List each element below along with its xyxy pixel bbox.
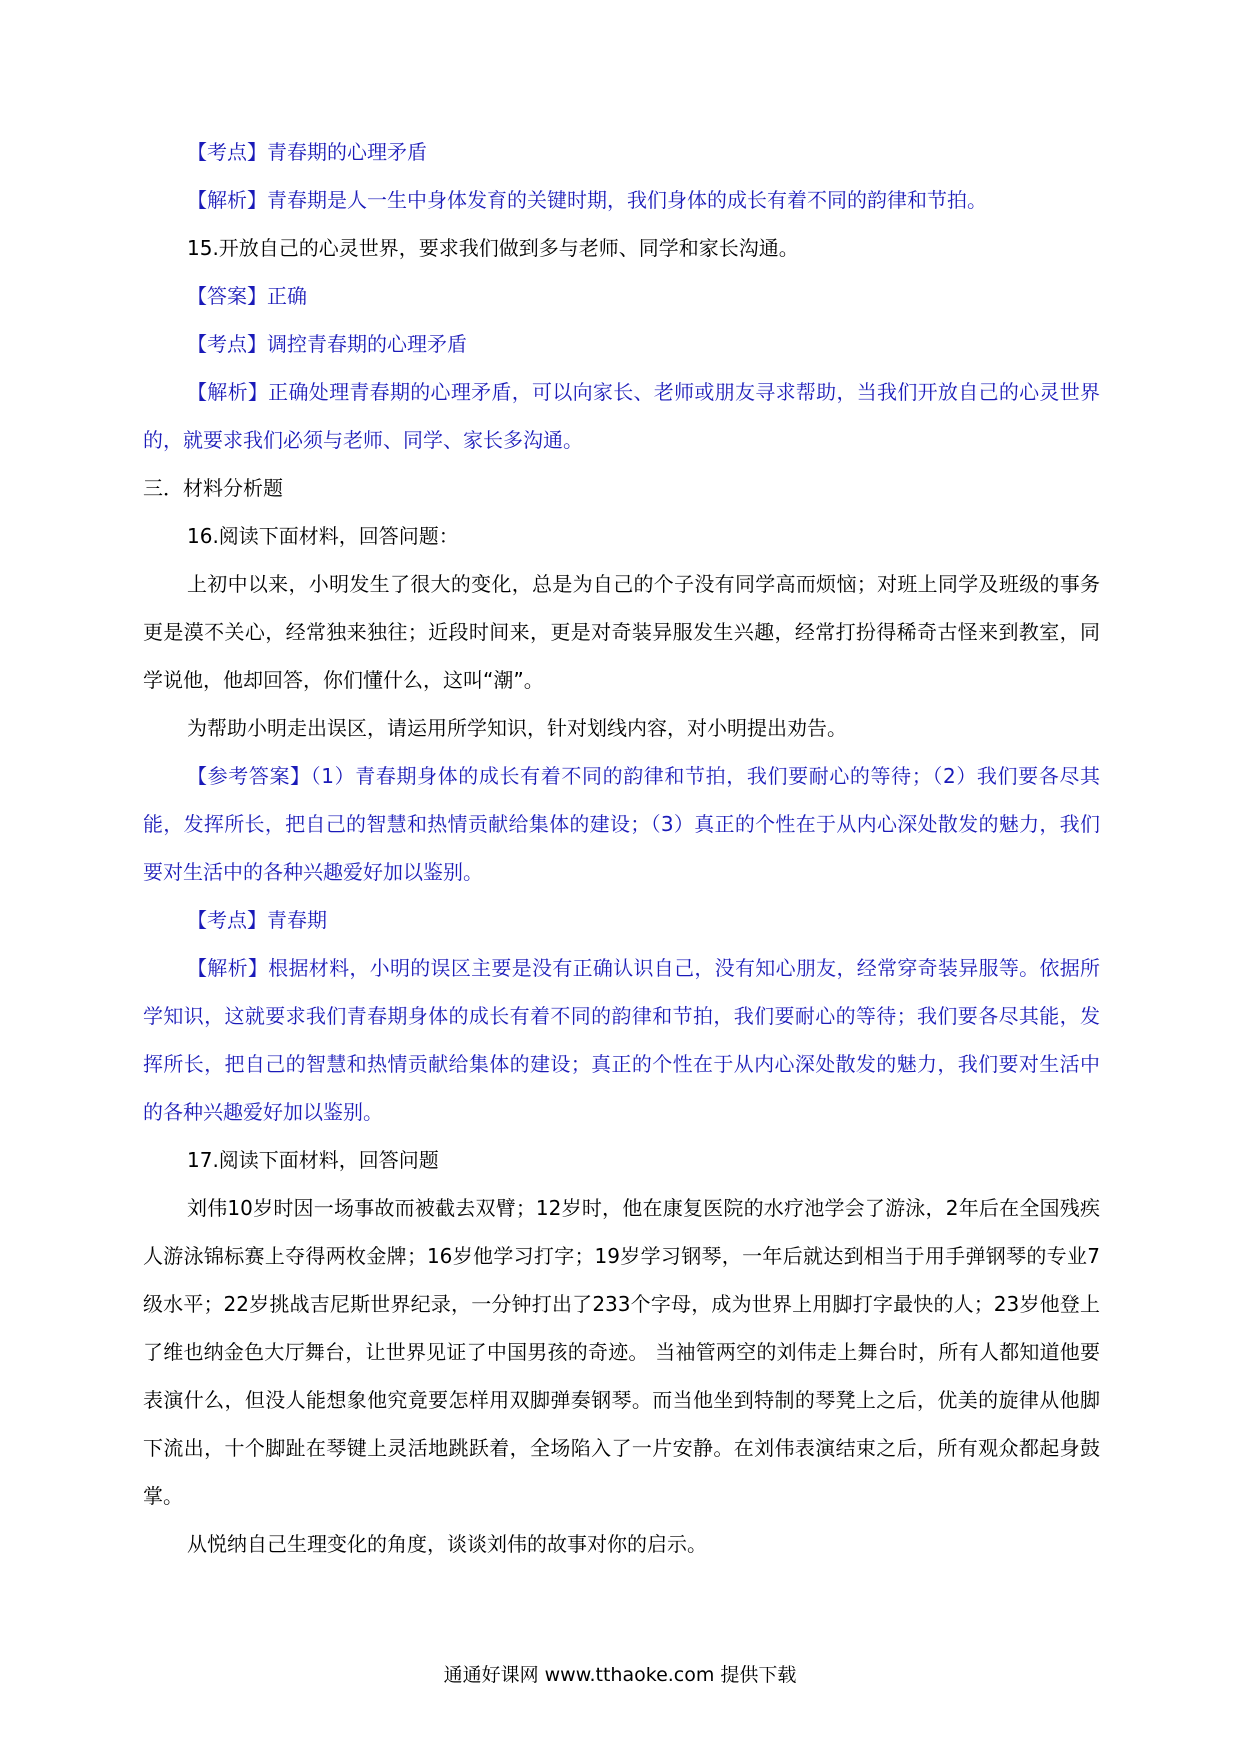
material-16: 上初中以来，小明发生了很大的变化，总是为自己的个子没有同学高而烦恼；对班上同学及班级的事务更是漠不关心，经常独来独往；近段时间来，更是对奇装异服发生兴趣，经常打扮得稀奇古怪来到教室，同学说他，他却回答，你们懂什么，这叫“潮”。 — [143, 572, 1100, 692]
material-17: 刘伟10岁时因一场事故而被截去双臂；12岁时，他在康复医院的水疗池学会了游泳，2年后在全国残疾人游泳锦标赛上夺得两枚金牌；16岁他学习打字；19岁学习钢琴，一年后就达到相当于用手弹钢琴的专业7级水平；22岁挑战吉尼斯世界纪录，一分钟打出了233个字母，成为世界上用脚打字最快的人；23岁他登上了维也纳金色大厅舞台，让世界见证了中国男孩的奇迹。 当袖管两空的刘伟走上舞台时，所有人都知道他要表演什么，但没人能想象他究竟要怎样用双脚弹奏钢琴。而当他坐到特制的琴凳上之后，优美的旋律从他脚下流出，十个脚趾在琴键上灵活地跳跃着，全场陷入了一片安静。在刘伟表演结束之后，所有观众都起身鼓掌。 — [143, 1196, 1100, 1508]
paragraph-kaodian-1: 【考点】青春期的心理矛盾 — [187, 140, 427, 164]
paragraph-jiexi-16: 【解析】根据材料，小明的误区主要是没有正确认识自己，没有知心朋友，经常穿奇装异服等。依据所学知识，这就要求我们青春期身体的成长有着不同的韵律和节拍，我们要耐心的等待；我们要各尽其能，发挥所长，把自己的智慧和热情贡献给集体的建设；真正的个性在于从内心深处散发的魅力，我们要对生活中的各种兴趣爱好加以鉴别。 — [143, 956, 1100, 1124]
paragraph-jiexi-1: 【解析】青春期是人一生中身体发育的关键时期，我们身体的成长有着不同的韵律和节拍。 — [187, 188, 987, 212]
section-heading-3: 三．材料分析题 — [143, 476, 283, 500]
paragraph-daan-15: 【答案】正确 — [187, 284, 307, 308]
paragraph-jiexi-15: 【解析】正确处理青春期的心理矛盾，可以向家长、老师或朋友寻求帮助，当我们开放自己的心灵世界的，就要求我们必须与老师、同学、家长多沟通。 — [143, 380, 1100, 452]
question-16: 16.阅读下面材料，回答问题： — [187, 524, 459, 548]
page-footer: 通通好课网 www.tthaoke.com 提供下载 — [443, 1664, 797, 1686]
paragraph-cankao-daan-16: 【参考答案】（1）青春期身体的成长有着不同的韵律和节拍，我们要耐心的等待；（2）我们要各尽其能，发挥所长，把自己的智慧和热情贡献给集体的建设；（3）真正的个性在于从内心深处散发的魅力，我们要对生活中的各种兴趣爱好加以鉴别。 — [143, 764, 1100, 884]
document-body — [143, 128, 1100, 1568]
question-15: 15.开放自己的心灵世界，要求我们做到多与老师、同学和家长沟通。 — [187, 236, 799, 260]
paragraph-kaodian-15: 【考点】调控青春期的心理矛盾 — [187, 332, 467, 356]
question-17-prompt: 从悦纳自己生理变化的角度，谈谈刘伟的故事对你的启示。 — [187, 1532, 707, 1556]
question-17: 17.阅读下面材料，回答问题 — [187, 1148, 439, 1172]
question-16-prompt: 为帮助小明走出误区，请运用所学知识，针对划线内容，对小明提出劝告。 — [187, 716, 847, 740]
paragraph-kaodian-16: 【考点】青春期 — [187, 908, 327, 932]
